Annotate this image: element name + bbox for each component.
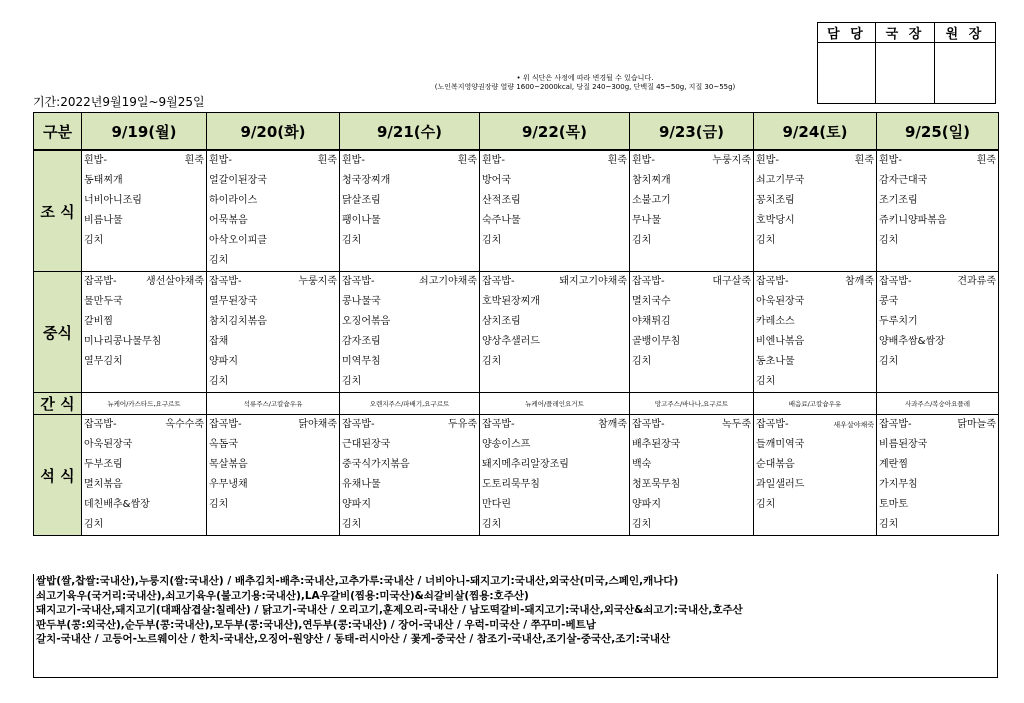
menu-item: 삼치조림 <box>482 316 521 327</box>
porridge-label: 두유죽 <box>448 419 477 430</box>
menu-item: 양상추샐러드 <box>482 336 540 347</box>
menu-item <box>877 372 998 392</box>
rice-label: 잡곡밥- <box>879 419 912 430</box>
porridge-label: 견과류죽 <box>957 276 996 287</box>
menu-item: 감자조림 <box>342 336 381 347</box>
menu-item: 오징어볶음 <box>342 316 391 327</box>
menu-item: 쇠고기무국 <box>756 175 805 186</box>
rice-label: 잡곡밥- <box>342 419 375 430</box>
origin-notice <box>33 574 998 678</box>
menu-item: 산적조림 <box>482 195 521 206</box>
menu-item: 옥돔국 <box>209 439 238 450</box>
menu-item: 쥬키니양파볶음 <box>879 215 947 226</box>
menu-item: 아욱된장국 <box>84 439 133 450</box>
menu-item: 조기조림 <box>879 195 918 206</box>
rice-label: 잡곡밥- <box>209 276 242 287</box>
menu-item: 하이라이스 <box>209 195 258 206</box>
menu-item: 순대볶음 <box>756 459 795 470</box>
lunch-cell <box>82 272 207 393</box>
menu-item <box>754 251 876 271</box>
rice-label: 잡곡밥- <box>84 419 117 430</box>
porridge-label: 옥수수죽 <box>165 419 204 430</box>
day-header: 9/24(토) <box>754 113 877 151</box>
period: 기간:2022년9월19일~9월25일 <box>33 95 205 109</box>
menu-item: 양배추쌈&쌈장 <box>879 336 945 347</box>
menu-item: 미나리콩나물무침 <box>84 336 162 347</box>
menu-item: 참치찌개 <box>632 175 671 186</box>
menu-item: 데친배추&쌈장 <box>84 499 150 510</box>
menu-item: 김치 <box>482 235 502 246</box>
approval-director: 국 장 <box>876 23 935 43</box>
menu-item: 너비아니조림 <box>84 195 142 206</box>
menu-item: 물만두국 <box>84 296 123 307</box>
porridge-label: 흰죽 <box>607 155 627 166</box>
dinner-cell <box>480 415 630 536</box>
approval-box <box>817 22 996 104</box>
menu-item: 갈비찜 <box>84 316 113 327</box>
menu-item: 들깨미역국 <box>756 439 805 450</box>
snack-row <box>34 393 999 415</box>
menu-item: 양송이스프 <box>482 439 531 450</box>
menu-item: 근대된장국 <box>342 439 391 450</box>
menu-item: 멸치국수 <box>632 296 671 307</box>
menu-item: 아욱된장국 <box>756 296 805 307</box>
menu-item: 비엔나볶음 <box>756 336 805 347</box>
menu-item: 소불고기 <box>632 195 671 206</box>
lunch-cell <box>630 272 754 393</box>
menu-item: 아삭오이피클 <box>209 235 267 246</box>
menu-item: 참치김치볶음 <box>209 316 267 327</box>
menu-item: 중국식가지볶음 <box>342 459 410 470</box>
origin-line: 돼지고기-국내산,돼지고기(대패삼겹살:칠레산) / 닭고기-국내산 / 오리고기,훈제오리-국내산 / 남도떡갈비-돼지고기:국내산,외국산&쇠고기:국내산,호주산 <box>36 604 743 616</box>
menu-item: 무나물 <box>632 215 661 226</box>
breakfast-cell <box>207 150 340 272</box>
porridge-label: 흰죽 <box>317 155 337 166</box>
origin-line: 갈치-국내산 / 고등어-노르웨이산 / 한치-국내산,오징어-원양산 / 동태-러시아산 / 꽃게-중국산 / 참조기-국내산,조기살-중국산,조기:국내산 <box>36 633 671 645</box>
rice-label: 잡곡밥- <box>879 276 912 287</box>
approval-sign-director <box>876 43 935 104</box>
menu-item: 우무냉채 <box>209 479 248 490</box>
rice-label: 흰밥- <box>756 155 779 166</box>
breakfast-label: 조 식 <box>34 150 82 272</box>
menu-item: 가지무침 <box>879 479 918 490</box>
menu-item <box>207 515 339 535</box>
menu-item <box>754 515 876 535</box>
porridge-label: 흰죽 <box>976 155 996 166</box>
menu-item: 두루치기 <box>879 316 918 327</box>
snack-cell: 배음료/고칼슘우유 <box>754 393 877 415</box>
menu-item: 어묵볶음 <box>209 215 248 226</box>
menu-item: 김치 <box>342 519 362 530</box>
menu-item <box>340 251 479 271</box>
menu-item: 돼지메추리알장조림 <box>482 459 569 470</box>
menu-item: 감자근대국 <box>879 175 928 186</box>
porridge-label: 쇠고기야채죽 <box>419 276 477 287</box>
menu-item: 토마토 <box>879 499 908 510</box>
header-label: 구분 <box>34 113 82 151</box>
menu-item: 김치 <box>84 235 104 246</box>
menu-item <box>480 251 629 271</box>
breakfast-cell <box>340 150 480 272</box>
menu-item: 김치 <box>209 376 229 387</box>
menu-item: 비름된장국 <box>879 439 928 450</box>
snack-cell: 석류주스/고칼슘우유 <box>207 393 340 415</box>
breakfast-cell <box>877 150 999 272</box>
rice-label: 흰밥- <box>84 155 107 166</box>
origin-line: 판두부(콩:외국산),순두부(콩:국내산),모두부(콩:국내산),연두부(콩:국내산) / 장어-국내산 / 우럭-미국산 / 쭈꾸미-베트남 <box>36 618 596 631</box>
menu-item: 두부조림 <box>84 459 123 470</box>
porridge-label: 닭야채죽 <box>298 419 337 430</box>
origin-line: 쌀밥(쌀,찹쌀:국내산),누룽지(쌀:국내산) / 배추김치-배추:국내산,고추가루:국내산 / 너비아니-돼지고기:국내산,외국산(미국,스페인,캐나다) <box>36 575 679 587</box>
rice-label: 잡곡밥- <box>482 276 515 287</box>
menu-item: 동초나물 <box>756 356 795 367</box>
porridge-label: 참깨죽 <box>598 419 627 430</box>
menu-item: 도토리묵무침 <box>482 479 540 490</box>
menu-item: 숙주나물 <box>482 215 521 226</box>
menu-item: 얼갈이된장국 <box>209 175 267 186</box>
lunch-cell <box>340 272 480 393</box>
rice-label: 잡곡밥- <box>209 419 242 430</box>
menu-item: 콩국 <box>879 296 899 307</box>
rice-label: 잡곡밥- <box>482 419 515 430</box>
snack-cell: 사과주스/복숭아요플레 <box>877 393 999 415</box>
menu-item: 김치 <box>879 519 899 530</box>
dinner-cell <box>754 415 877 536</box>
rice-label: 잡곡밥- <box>632 276 665 287</box>
lunch-label: 중식 <box>34 272 82 393</box>
porridge-label: 흰죽 <box>854 155 874 166</box>
snack-cell: 오렌지주스/파배기,요구르트 <box>340 393 480 415</box>
menu-item: 청국장찌개 <box>342 175 391 186</box>
menu-item: 골뱅이무침 <box>632 336 681 347</box>
day-header: 9/22(목) <box>480 113 630 151</box>
menu-item <box>82 372 206 392</box>
menu-item: 김치 <box>632 519 652 530</box>
menu-item: 김치 <box>756 376 776 387</box>
menu-item <box>630 372 753 392</box>
rice-label: 잡곡밥- <box>342 276 375 287</box>
menu-item: 김치 <box>632 235 652 246</box>
rice-label: 잡곡밥- <box>84 276 117 287</box>
day-header: 9/23(금) <box>630 113 754 151</box>
menu-item: 김치 <box>209 255 229 266</box>
snack-cell: 뉴케어/카스타드,요구르트 <box>82 393 207 415</box>
menu-item: 김치 <box>84 519 104 530</box>
menu-item <box>877 251 998 271</box>
dinner-cell <box>877 415 999 536</box>
menu-item: 야채튀김 <box>632 316 671 327</box>
day-header: 9/25(일) <box>877 113 999 151</box>
porridge-label: 돼지고기야채죽 <box>559 276 627 287</box>
rice-label: 흰밥- <box>482 155 505 166</box>
dinner-cell <box>207 415 340 536</box>
porridge-label: 누룽지죽 <box>298 276 337 287</box>
porridge-label: 누룽지죽 <box>712 155 751 166</box>
menu-item: 멸치볶음 <box>84 479 123 490</box>
menu-item: 닭살조림 <box>342 195 381 206</box>
breakfast-cell <box>480 150 630 272</box>
dinner-cell <box>340 415 480 536</box>
rice-label: 흰밥- <box>209 155 232 166</box>
menu-item: 만다린 <box>482 499 511 510</box>
day-header: 9/19(월) <box>82 113 207 151</box>
lunch-section <box>34 272 999 393</box>
notice-line2: (노인복지영양권장량 열량 1600~2000kcal, 당질 240~300g, 단백질 45~50g, 지질 30~55g) <box>434 83 736 91</box>
menu-item: 호박된장찌개 <box>482 296 540 307</box>
menu-item: 김치 <box>879 356 899 367</box>
origin-line: 쇠고기육우(국거리:국내산),쇠고기육우(불고기용:국내산),LA우갈비(찜용:미국산)&쇠갈비살(찜용:호주산) <box>36 589 529 602</box>
approval-sign-staff <box>818 43 876 104</box>
porridge-label: 대구살죽 <box>712 276 751 287</box>
menu-item: 과일샐러드 <box>756 479 805 490</box>
approval-sign-head <box>935 43 996 104</box>
approval-staff: 담 당 <box>818 23 876 43</box>
menu-table <box>33 112 999 536</box>
rice-label: 잡곡밥- <box>632 419 665 430</box>
porridge-label: 흰죽 <box>457 155 477 166</box>
menu-item: 김치 <box>756 499 776 510</box>
menu-item <box>630 251 753 271</box>
porridge-label: 닭마늘죽 <box>957 419 996 430</box>
breakfast-cell <box>754 150 877 272</box>
menu-item: 콩나물국 <box>342 296 381 307</box>
breakfast-cell <box>630 150 754 272</box>
menu-item: 동태찌개 <box>84 175 123 186</box>
menu-item: 목살볶음 <box>209 459 248 470</box>
menu-item: 카레소스 <box>756 316 795 327</box>
menu-item: 김치 <box>342 376 362 387</box>
dinner-cell <box>82 415 207 536</box>
rice-label: 흰밥- <box>632 155 655 166</box>
menu-item: 팽이나물 <box>342 215 381 226</box>
menu-item: 양파지 <box>209 356 238 367</box>
snack-cell: 뉴케어/플레인요거트 <box>480 393 630 415</box>
porridge-label: 새우살야채죽 <box>833 421 874 429</box>
lunch-cell <box>207 272 340 393</box>
menu-item: 열무김치 <box>84 356 123 367</box>
menu-item: 백숙 <box>632 459 652 470</box>
dinner-section <box>34 415 999 536</box>
menu-item: 호박당시 <box>756 215 795 226</box>
menu-item: 김치 <box>482 356 502 367</box>
menu-item: 김치 <box>209 499 229 510</box>
menu-item: 김치 <box>756 235 776 246</box>
day-header: 9/21(수) <box>340 113 480 151</box>
porridge-label: 녹두죽 <box>722 419 751 430</box>
menu-item: 비름나물 <box>84 215 123 226</box>
porridge-label: 흰죽 <box>184 155 204 166</box>
porridge-label: 생선살야채죽 <box>146 276 204 287</box>
snack-label: 간 식 <box>34 393 82 415</box>
menu-item: 양파지 <box>342 499 371 510</box>
menu-item: 김치 <box>879 235 899 246</box>
day-header: 9/20(화) <box>207 113 340 151</box>
porridge-label: 참깨죽 <box>845 276 874 287</box>
breakfast-section <box>34 150 999 272</box>
rice-label: 흰밥- <box>342 155 365 166</box>
lunch-cell <box>754 272 877 393</box>
menu-item: 계란찜 <box>879 459 908 470</box>
menu-item: 방어국 <box>482 175 511 186</box>
menu-item <box>480 372 629 392</box>
lunch-cell <box>877 272 999 393</box>
rice-label: 흰밥- <box>879 155 902 166</box>
rice-label: 잡곡밥- <box>756 419 789 430</box>
menu-item: 열무된장국 <box>209 296 258 307</box>
menu-item: 미역무침 <box>342 356 381 367</box>
menu-item: 꽁치조림 <box>756 195 795 206</box>
menu-item: 김치 <box>342 235 362 246</box>
lunch-cell <box>480 272 630 393</box>
menu-item: 청포묵무침 <box>632 479 681 490</box>
menu-item: 김치 <box>632 356 652 367</box>
breakfast-cell <box>82 150 207 272</box>
rice-label: 잡곡밥- <box>756 276 789 287</box>
dinner-label: 석 식 <box>34 415 82 536</box>
approval-head: 원 장 <box>935 23 996 43</box>
menu-item: 김치 <box>482 519 502 530</box>
menu-item <box>82 251 206 271</box>
dinner-cell <box>630 415 754 536</box>
menu-item: 배추된장국 <box>632 439 681 450</box>
menu-item: 양파지 <box>632 499 661 510</box>
menu-item: 잡채 <box>209 336 229 347</box>
menu-item: 유채나물 <box>342 479 381 490</box>
notice-line1: • 위 식단은 사정에 따라 변경될 수 있습니다. <box>516 74 654 82</box>
snack-cell: 망고주스/바나나,요구르트 <box>630 393 754 415</box>
